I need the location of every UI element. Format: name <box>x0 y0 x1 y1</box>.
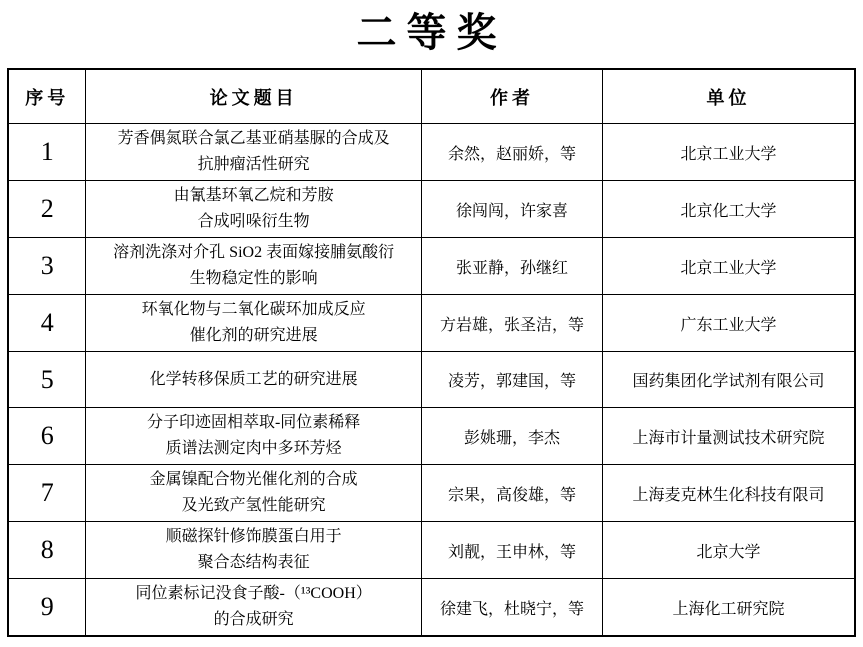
title-line-2: 催化剂的研究进展 <box>189 327 318 344</box>
title-line-1: 化学转移保质工艺的研究进展 <box>149 370 358 388</box>
cell-no: 5 <box>8 352 86 408</box>
table-row <box>8 181 855 238</box>
cell-no: 4 <box>8 295 86 352</box>
title-line-2: 生物稳定性的影响 <box>189 270 318 287</box>
cell-unit: 上海市计量测试技术研究院 <box>603 408 855 465</box>
title-line-1: 金属镍配合物光催化剂的合成 <box>149 471 358 488</box>
cell-paper-title <box>86 181 421 238</box>
title-line-1: 环氧化物与二氧化碳环加成反应 <box>141 301 366 318</box>
title-line-2: 的合成研究 <box>213 611 294 628</box>
title-line-2: 聚合态结构表征 <box>197 554 310 571</box>
cell-authors: 徐闯闯，许家喜 <box>421 181 602 238</box>
cell-paper-title <box>86 238 421 295</box>
header-no: 序号 <box>8 69 86 124</box>
cell-paper-title <box>86 124 421 181</box>
cell-paper-title <box>86 579 421 637</box>
title-line-1: 芳香偶氮联合氯乙基亚硝基脲的合成及 <box>117 130 390 147</box>
cell-unit: 广东工业大学 <box>603 295 855 352</box>
table-row <box>8 522 855 579</box>
table-header-row <box>8 69 855 124</box>
title-line-2: 质谱法测定肉中多环芳烃 <box>165 440 342 457</box>
cell-authors: 宗果，高俊雄，等 <box>421 465 602 522</box>
cell-no: 8 <box>8 522 86 579</box>
header-authors: 作者 <box>421 69 602 124</box>
cell-unit: 北京工业大学 <box>603 124 855 181</box>
cell-no: 2 <box>8 181 86 238</box>
cell-unit: 上海麦克林生化科技有限司 <box>603 465 855 522</box>
cell-no: 3 <box>8 238 86 295</box>
title-line-1: 溶剂洗涤对介孔 SiO2 表面嫁接脯氨酸衍 <box>113 244 395 261</box>
table-row <box>8 352 855 408</box>
table-row <box>8 238 855 295</box>
cell-authors: 余然，赵丽娇，等 <box>421 124 602 181</box>
title-line-2: 抗肿瘤活性研究 <box>197 156 310 173</box>
title-line-1: 由氰基环氧乙烷和芳胺 <box>173 187 334 204</box>
title-line-2: 及光致产氢性能研究 <box>181 497 326 514</box>
title-line-1: 同位素标记没食子酸-（¹³COOH） <box>135 585 372 602</box>
cell-paper-title <box>86 465 421 522</box>
table-row <box>8 124 855 181</box>
cell-unit: 北京大学 <box>603 522 855 579</box>
cell-authors: 彭姚珊，李杰 <box>421 408 602 465</box>
cell-no: 6 <box>8 408 86 465</box>
table-row <box>8 295 855 352</box>
cell-unit: 北京工业大学 <box>603 238 855 295</box>
cell-unit: 北京化工大学 <box>603 181 855 238</box>
header-unit: 单位 <box>603 69 855 124</box>
cell-paper-title <box>86 295 421 352</box>
cell-no: 1 <box>8 124 86 181</box>
cell-authors: 凌芳，郭建国，等 <box>421 352 602 408</box>
cell-authors: 张亚静，孙继红 <box>421 238 602 295</box>
cell-unit: 上海化工研究院 <box>603 579 855 637</box>
cell-paper-title <box>86 352 421 408</box>
table-row <box>8 465 855 522</box>
cell-paper-title <box>86 408 421 465</box>
cell-no: 7 <box>8 465 86 522</box>
title-line-1: 顺磁探针修饰膜蛋白用于 <box>165 528 342 545</box>
award-table <box>7 68 856 637</box>
header-paper-title: 论文题目 <box>86 69 421 124</box>
cell-unit: 国药集团化学试剂有限公司 <box>603 352 855 408</box>
table-row <box>8 408 855 465</box>
table-row <box>8 579 855 637</box>
cell-paper-title <box>86 522 421 579</box>
page-title: 二等奖 <box>356 10 507 55</box>
cell-no: 9 <box>8 579 86 637</box>
cell-authors: 刘靓，王申林，等 <box>421 522 602 579</box>
title-line-2: 合成吲哚衍生物 <box>197 213 310 230</box>
cell-authors: 徐建飞，杜晓宁，等 <box>421 579 602 637</box>
title-line-1: 分子印迹固相萃取-同位素稀释 <box>146 414 361 431</box>
cell-authors: 方岩雄，张圣洁，等 <box>421 295 602 352</box>
